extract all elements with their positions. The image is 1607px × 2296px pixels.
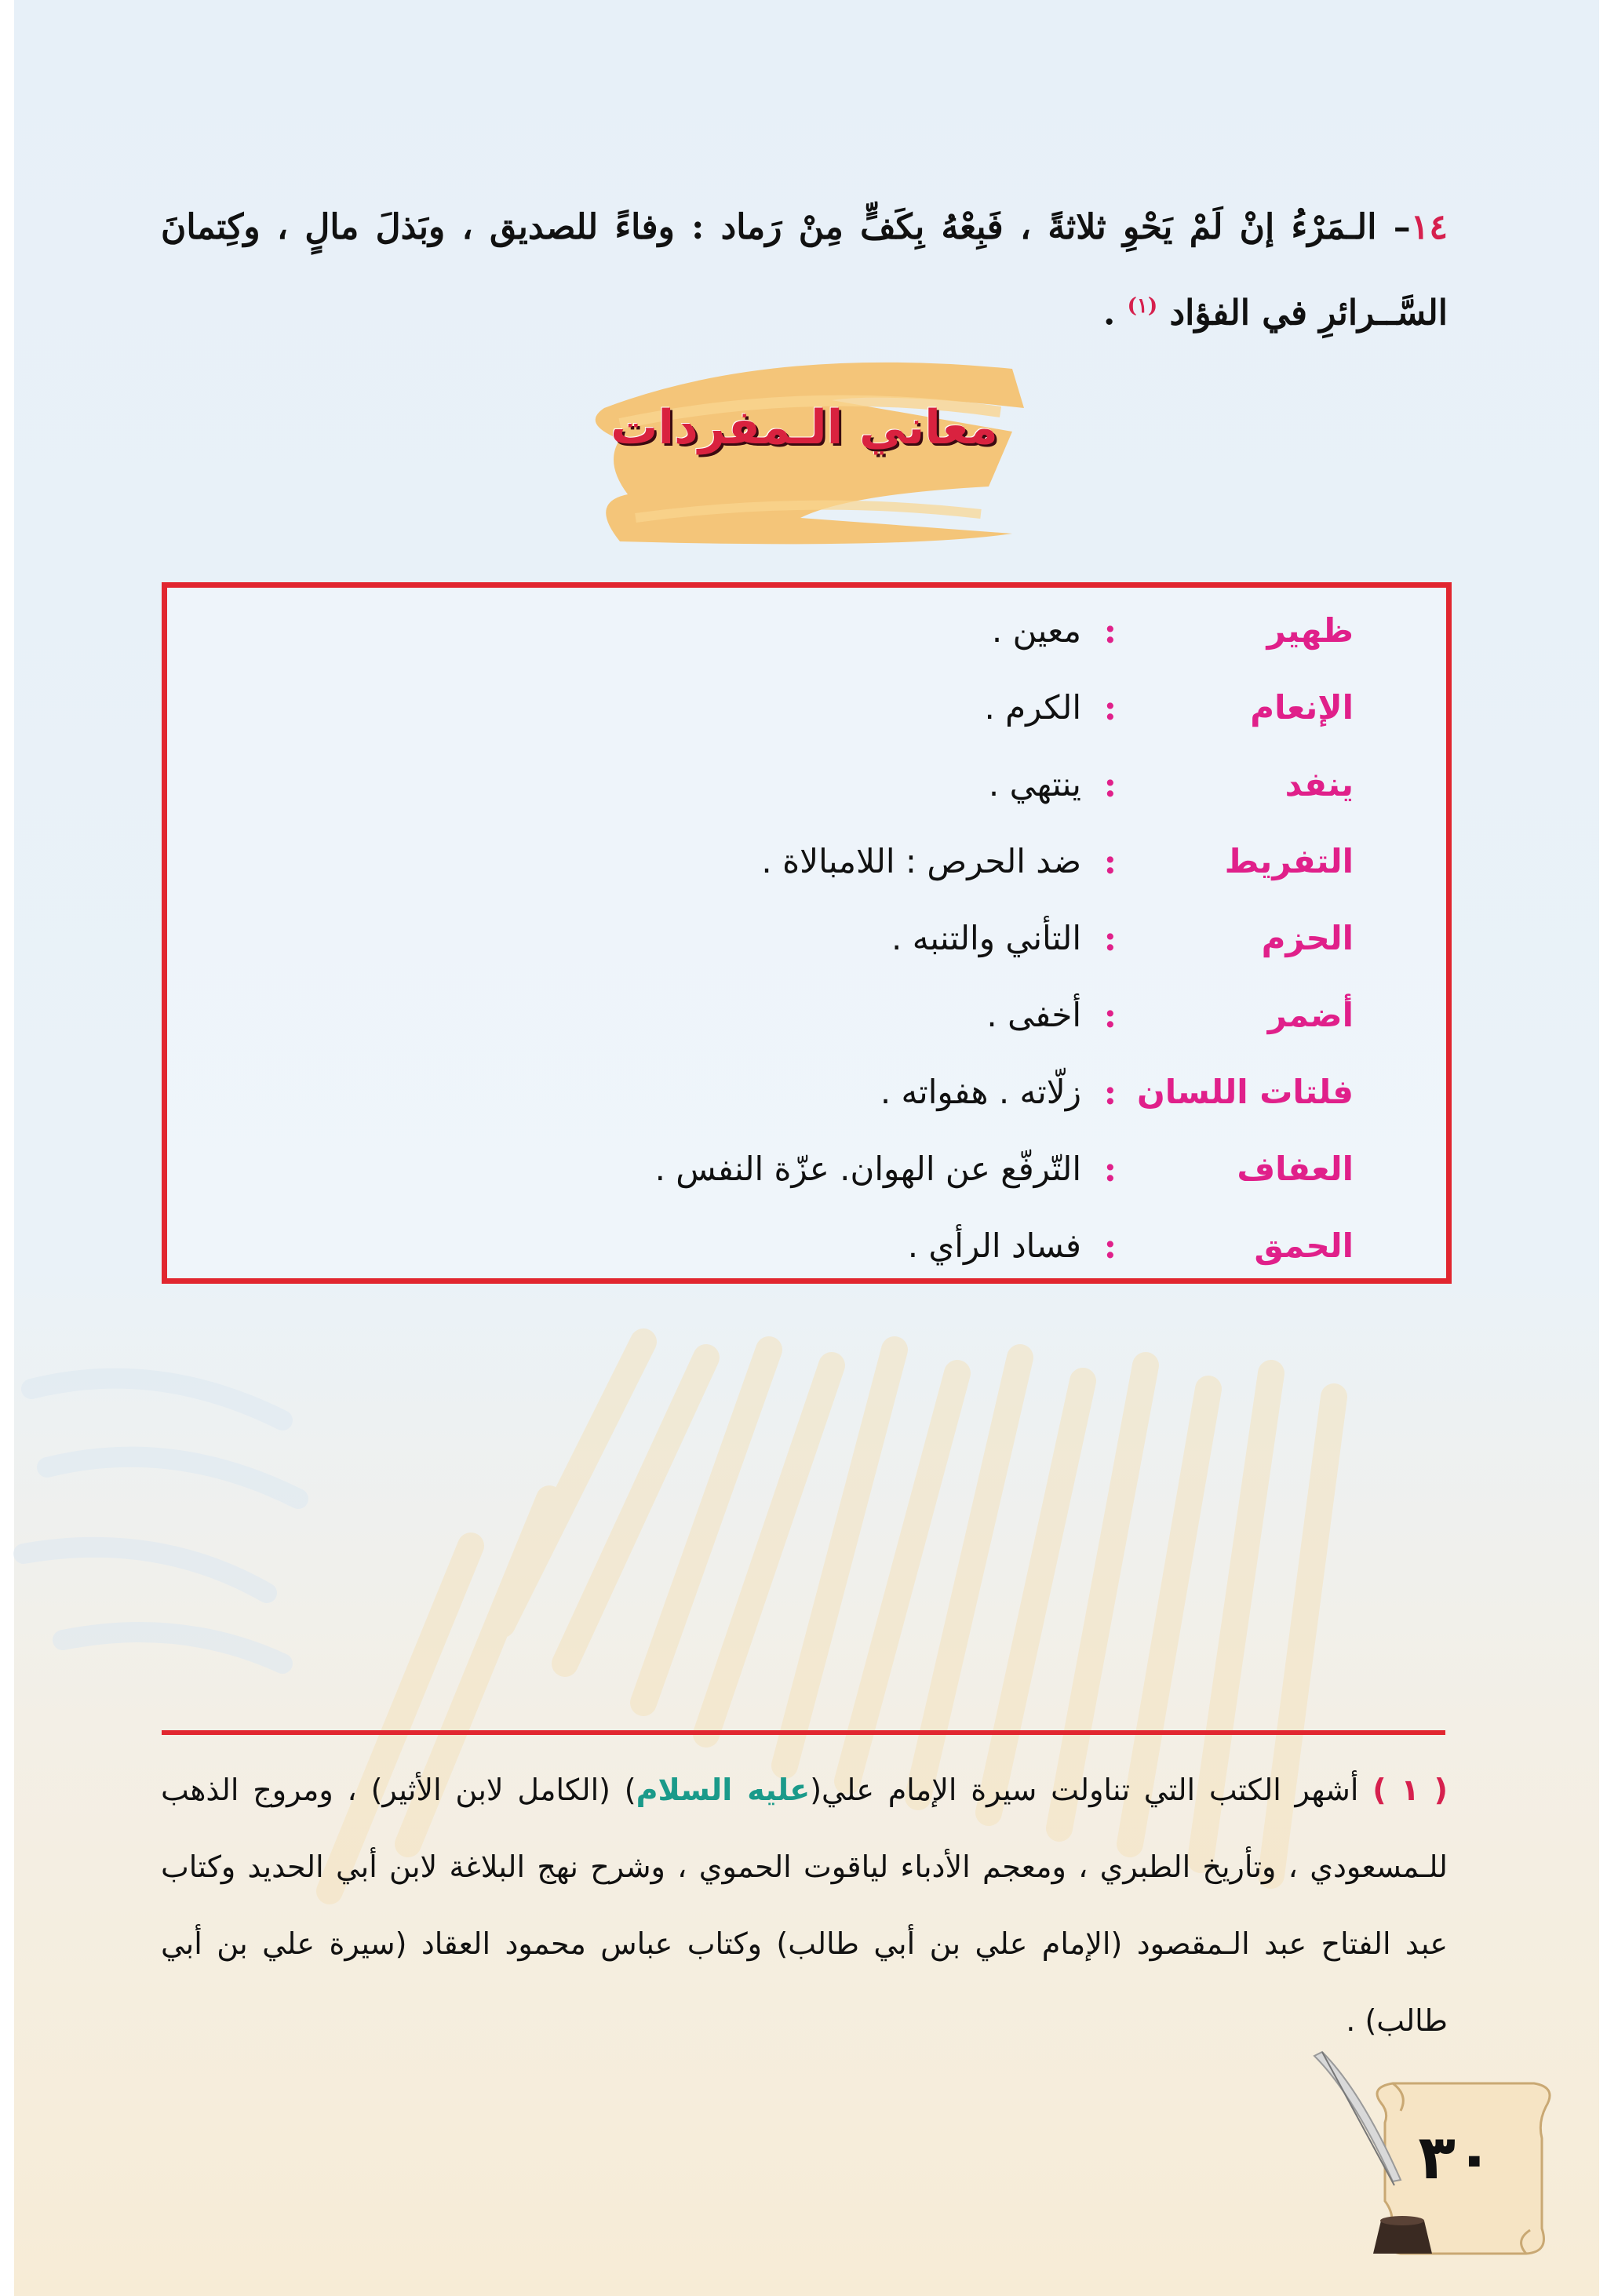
section-heading-banner: [573, 337, 1036, 557]
footnote-divider: [162, 1730, 1445, 1735]
vocab-row: [167, 672, 1446, 749]
verse-paragraph: [161, 188, 1448, 353]
vocab-colon: :: [1103, 919, 1117, 959]
vocab-colon: :: [1103, 842, 1117, 882]
footnote-text-part-1: أشهر الكتب التي تناولت سيرة الإمام علي(: [810, 1773, 1359, 1807]
vocab-term: التفريط: [1224, 842, 1354, 880]
vocab-term: ظهير: [1266, 611, 1354, 650]
vocab-definition: فساد الرأي .: [907, 1226, 1081, 1265]
vocab-term: الحمق: [1254, 1226, 1354, 1265]
vocab-colon: :: [1103, 1073, 1117, 1113]
vocabulary-box: [162, 582, 1452, 1284]
vocab-colon: :: [1103, 688, 1117, 728]
footnote-paragraph: [161, 1751, 1448, 2059]
footnote-reference[interactable]: (١): [1127, 294, 1158, 318]
vocab-definition: التّرفّع عن الهوان. عزّة النفس .: [654, 1150, 1081, 1188]
verse-number: ١٤: [1410, 207, 1448, 247]
vocab-row: [167, 826, 1446, 903]
vocab-definition: التأني والتنبه .: [891, 919, 1081, 957]
vocab-colon: :: [1103, 996, 1117, 1036]
vocab-colon: :: [1103, 765, 1117, 805]
vocab-definition: الكرم .: [984, 688, 1081, 727]
vocab-colon: :: [1103, 1150, 1117, 1190]
vocab-row: [167, 1134, 1446, 1211]
vocab-row: [167, 903, 1446, 980]
vocab-row: [167, 596, 1446, 672]
vocab-term: أضمر: [1267, 996, 1354, 1034]
vocab-colon: :: [1103, 611, 1117, 651]
vocab-term: الحزم: [1261, 919, 1354, 957]
page-number-scroll: [1306, 2048, 1565, 2283]
vocab-term: ينفد: [1285, 765, 1354, 804]
vocab-term: الإنعام: [1250, 688, 1354, 727]
vocab-row: [167, 980, 1446, 1057]
vocab-definition: معين .: [991, 611, 1081, 650]
vocab-row: [167, 749, 1446, 826]
footnote-marker: ( ١ ): [1372, 1773, 1448, 1807]
vocab-definition: أخفى .: [986, 996, 1081, 1034]
vocab-row: [167, 1211, 1446, 1288]
vocab-term: العفاف: [1237, 1150, 1354, 1188]
vocab-term: فلتات اللسان: [1136, 1073, 1354, 1111]
section-heading: معاني الـمفردات: [610, 400, 998, 455]
vocab-definition: ينتهي .: [988, 765, 1081, 804]
vocab-definition: زلّاته . هفواته .: [880, 1073, 1081, 1111]
vocab-colon: :: [1103, 1226, 1117, 1266]
vocab-row: [167, 1057, 1446, 1134]
verse-line-1: – الـمَرْءُ إنْ لَمْ يَحْوِ ثلاثةً ، فَبِعْهُ بِكَفٍّ مِنْ رَماد : وفاءً للصديق ، وبَذلَ مالٍ ، وكِتمانَ: [161, 207, 1411, 247]
footnote-honorific: عليه السلام: [636, 1773, 811, 1807]
verse-line-2: السَّــرائرِ في الفؤاد: [1169, 293, 1448, 333]
vocab-definition: ضد الحرص : اللامبالاة .: [761, 842, 1081, 880]
footnote-text-part-2: ) (الكامل لابن الأثير) ، ومروج الذهب للـمسعودي ، وتأريخ الطبري ، ومعجم الأدباء لياقوت الحموي ، وشرح نهج البلاغة لابن أبي الحديد وكتاب عبد الفتاح عبد الـمقصود (الإمام علي بن أبي طالب) وكتاب عباس محمود العقاد (سيرة علي بن أبي طالب) .: [161, 1773, 1448, 2038]
verse-end-mark: .: [1102, 293, 1116, 333]
page-number: ٣٠: [1418, 2123, 1493, 2193]
